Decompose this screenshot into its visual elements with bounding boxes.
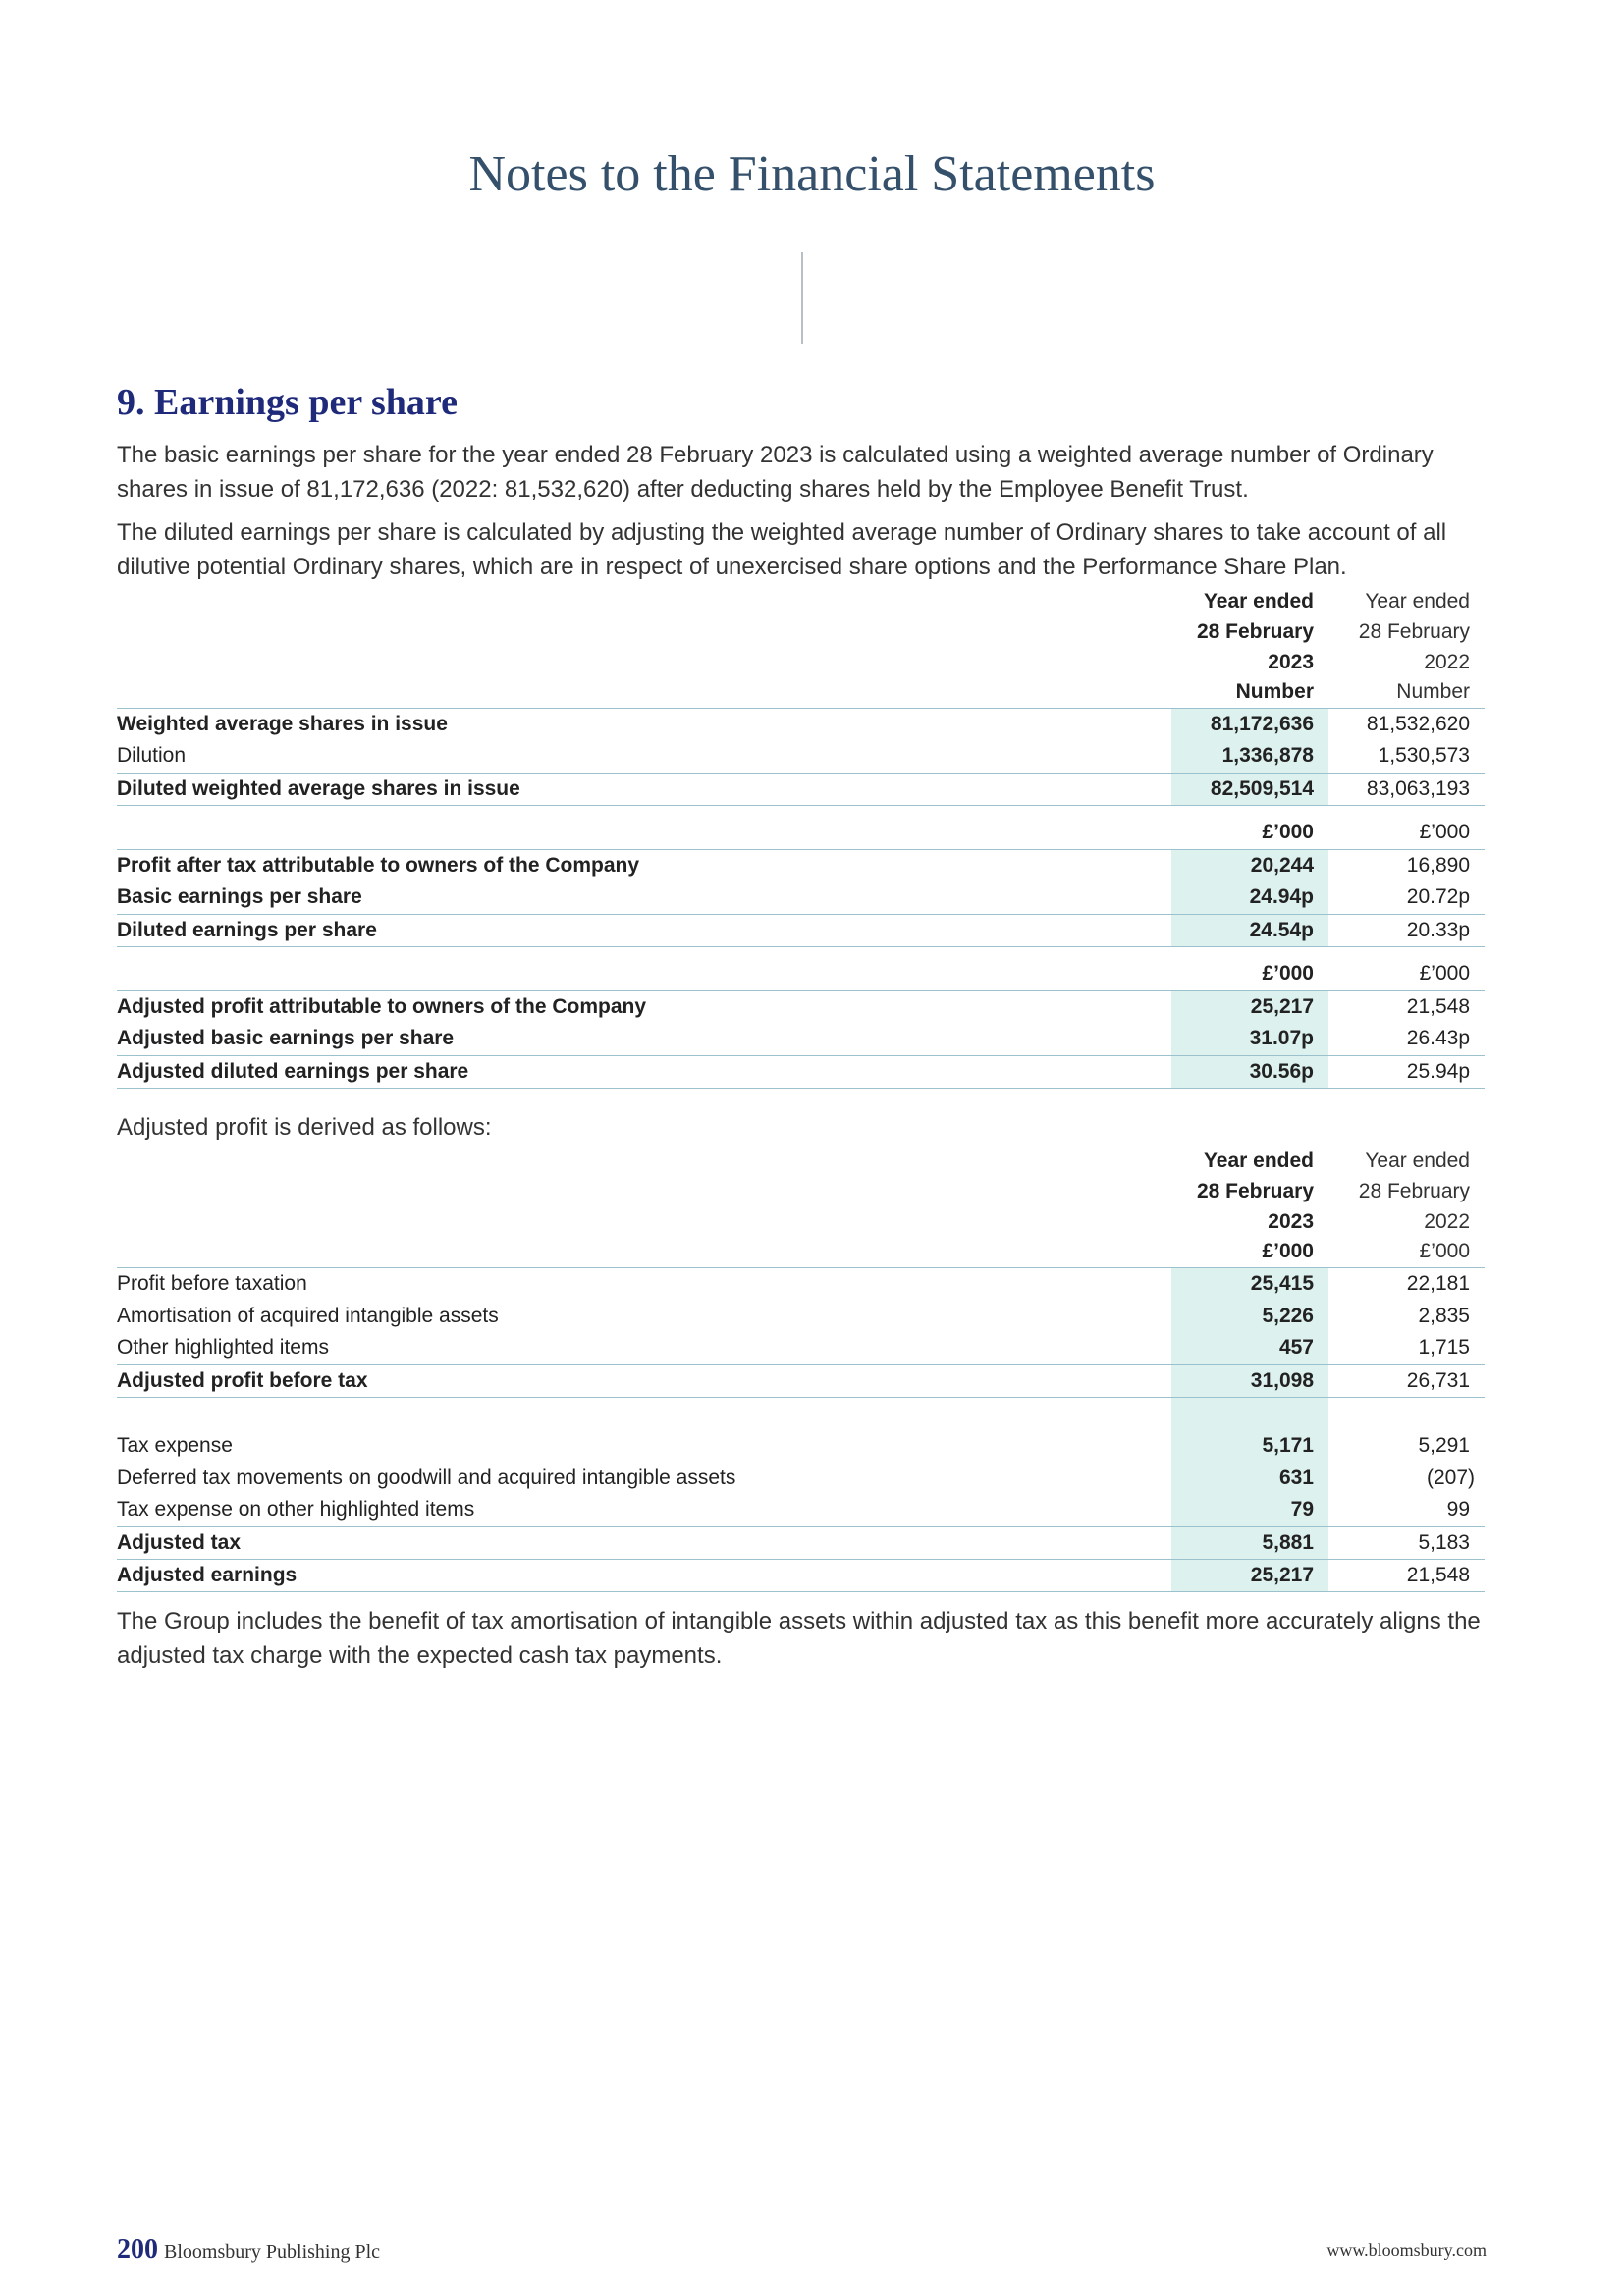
intro-paragraph-basic: The basic earnings per share for the year ended 28 February 2023 is calculated using a weighted average number of Ordinary shares in issue of 81,172,636 (2022: 81,532,620) after deducting shares held by the Employee Benefit Trust.	[117, 442, 1434, 503]
row-label: Adjusted basic earnings per share	[117, 1023, 1171, 1055]
closing-paragraph: The Group includes the benefit of tax amortisation of intangible assets within adjusted tax as this benefit more accurately aligns the adjusted tax charge with the expected cash tax payments.	[117, 1608, 1481, 1669]
value-2023: 79	[1171, 1494, 1328, 1526]
table-row	[117, 1494, 1485, 1526]
col-header-2023: £’000	[1171, 1237, 1328, 1267]
value-2023: 31,098	[1171, 1364, 1328, 1397]
row-label: Adjusted earnings	[117, 1559, 1171, 1591]
row-label: Diluted earnings per share	[117, 914, 1171, 946]
col-header-2023: Year ended	[1203, 589, 1314, 613]
table-row	[117, 773, 1485, 805]
value-2023: 82,509,514	[1171, 773, 1328, 805]
value-2023: 24.54p	[1171, 914, 1328, 946]
value-2023: 25,415	[1171, 1267, 1328, 1300]
value-2022: 2,835	[1418, 1304, 1470, 1327]
value-2023: 5,881	[1171, 1526, 1328, 1559]
table-row	[117, 914, 1485, 946]
col-header-2023: 28 February	[1196, 1179, 1314, 1202]
col-header-2022: £’000	[1328, 1237, 1485, 1267]
value-2022: 99	[1328, 1494, 1485, 1526]
page-number: 200	[117, 2234, 158, 2265]
row-label: Diluted weighted average shares in issue	[117, 773, 1171, 805]
section-heading: 9. Earnings per share	[117, 382, 458, 423]
adjusted-profit-table	[117, 1146, 1485, 1592]
row-label: Adjusted profit before tax	[117, 1364, 1171, 1397]
row-label: Weighted average shares in issue	[117, 712, 448, 735]
intro-paragraph-diluted: The diluted earnings per share is calculated by adjusting the weighted average number of Ordinary shares to take account of all dilutive potential Ordinary shares, which are in respect of unexercised share options and the Performance Share Plan.	[117, 519, 1447, 580]
value-2023: 5,226	[1171, 1300, 1328, 1332]
unit-header-2022: £’000	[1328, 817, 1485, 849]
table-row	[117, 1267, 1485, 1300]
table-row	[117, 708, 1485, 740]
value-2022: 21,548	[1406, 994, 1470, 1018]
row-label: Amortisation of acquired intangible assets	[117, 1304, 499, 1327]
table-row	[117, 1559, 1485, 1591]
row-label: Adjusted profit attributable to owners of the Company	[117, 994, 647, 1018]
eps-table	[117, 586, 1485, 1089]
value-2022: 20.72p	[1328, 881, 1485, 914]
value-2022: 5,183	[1328, 1526, 1485, 1559]
value-2023: 81,172,636	[1171, 708, 1328, 740]
row-label: Deferred tax movements on goodwill and acquired intangible assets	[117, 1466, 736, 1489]
col-header-2023: Year ended	[1203, 1148, 1314, 1172]
value-2022: 83,063,193	[1328, 773, 1485, 805]
col-header-2022: Year ended	[1365, 589, 1470, 613]
unit-header-2022: £’000	[1328, 958, 1485, 990]
value-2023: 31.07p	[1171, 1023, 1328, 1055]
col-header-2022: 28 February	[1358, 619, 1470, 643]
value-2023: 457	[1171, 1332, 1328, 1364]
table-row	[117, 1429, 1485, 1462]
col-header-2022: Number	[1328, 677, 1485, 708]
row-label: Dilution	[117, 740, 1171, 773]
row-label: Adjusted tax	[117, 1526, 1171, 1559]
table-row	[117, 1364, 1485, 1397]
table-row	[117, 740, 1485, 773]
value-2023: 30.56p	[1171, 1055, 1328, 1088]
col-header-2023: 28 February	[1196, 619, 1314, 643]
col-header-2023: Number	[1171, 677, 1328, 708]
col-header-2022: 2022	[1424, 650, 1470, 673]
value-2023: 20,244	[1171, 849, 1328, 881]
value-2022: 26,731	[1328, 1364, 1485, 1397]
value-2022: 81,532,620	[1366, 712, 1470, 735]
col-header-2023: 2023	[1268, 1209, 1314, 1233]
title-divider	[801, 252, 803, 344]
col-header-2022: Year ended	[1365, 1148, 1470, 1172]
value-2022: 1,530,573	[1328, 740, 1485, 773]
table-row	[117, 990, 1485, 1023]
table-row	[117, 1526, 1485, 1559]
value-2022: 20.33p	[1328, 914, 1485, 946]
value-2022: 16,890	[1406, 853, 1470, 877]
table-row	[117, 1462, 1485, 1494]
value-2022: 26.43p	[1328, 1023, 1485, 1055]
publisher-name: Bloomsbury Publishing Plc	[164, 2241, 381, 2263]
unit-header-2023: £’000	[1171, 817, 1328, 849]
table-row	[117, 1055, 1485, 1088]
row-label: Adjusted diluted earnings per share	[117, 1055, 1171, 1088]
table-row	[117, 1300, 1485, 1332]
table-row	[117, 1332, 1485, 1364]
col-header-2022: 28 February	[1358, 1179, 1470, 1202]
footer-website[interactable]: www.bloomsbury.com	[1326, 2240, 1487, 2260]
page-title: Notes to the Financial Statements	[468, 146, 1156, 202]
table-row	[117, 1023, 1485, 1055]
value-2022: 21,548	[1328, 1559, 1485, 1591]
footer-publisher	[117, 2234, 380, 2266]
col-header-2022: 2022	[1424, 1209, 1470, 1233]
col-header-2023: 2023	[1268, 650, 1314, 673]
unit-header-2023: £’000	[1171, 958, 1328, 990]
table-row	[117, 881, 1485, 914]
value-2023: 25,217	[1171, 990, 1328, 1023]
value-2023: 25,217	[1171, 1559, 1328, 1591]
value-2022: 5,291	[1418, 1433, 1470, 1457]
adjusted-profit-intro: Adjusted profit is derived as follows:	[117, 1114, 492, 1141]
row-label: Other highlighted items	[117, 1332, 1171, 1364]
row-label: Profit before taxation	[117, 1271, 307, 1295]
row-label: Profit after tax attributable to owners of the Company	[117, 853, 640, 877]
row-label: Tax expense on other highlighted items	[117, 1494, 1171, 1526]
value-2023: 1,336,878	[1171, 740, 1328, 773]
value-2023: 24.94p	[1171, 881, 1328, 914]
value-2022: (207)	[1426, 1466, 1475, 1489]
value-2022: 1,715	[1328, 1332, 1485, 1364]
row-label: Basic earnings per share	[117, 881, 1171, 914]
value-2022: 25.94p	[1328, 1055, 1485, 1088]
row-label: Tax expense	[117, 1433, 233, 1457]
table-row	[117, 849, 1485, 881]
value-2023: 631	[1171, 1462, 1328, 1494]
value-2022: 22,181	[1406, 1271, 1470, 1295]
value-2023: 5,171	[1171, 1429, 1328, 1462]
